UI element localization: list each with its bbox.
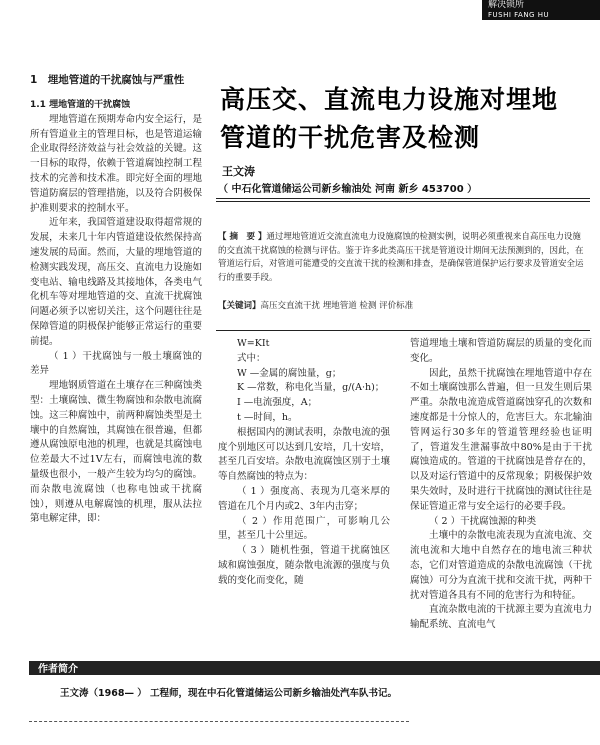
- keywords-text: 高压交直流干扰 埋地管道 检测 评价标准: [260, 301, 414, 311]
- paragraph: 管道埋地土壤和管道防腐层的质量的变化而变化。: [410, 338, 592, 364]
- formula-variable: I —电流强度，A；: [237, 397, 318, 409]
- formula: W=KIt: [237, 338, 270, 349]
- keywords: [218, 300, 588, 313]
- column-2: [218, 337, 390, 589]
- subsection-heading-1-1: 1.1 埋地管道的干扰腐蚀: [30, 100, 131, 110]
- paragraph: 埋地管道在预期寿命内安全运行，是所有管道业主的管理目标，也是管道运输企业取得经济效益与社会效益的关键。这一目标的取得，依赖于管道腐蚀控制工程技术的完善和技术准。即完好全面的埋地管道防腐层的管理措施，以及符合阴极保护准则要求的控制水平。: [30, 113, 202, 214]
- abstract-text: 通过埋地管道近交流直流电力设施腐蚀的检测实例，说明必须重视来自高压电力设施的交直流干扰腐蚀的检测与评估。鉴于许多此类高压干扰是管道设计期间无法预测到的，因此，在管道运行后，对管道可能遭受的交直流干扰的检测和排查，是确保管道保护运行要求及管道安全运行的重要手段。: [218, 232, 584, 283]
- section-tag-cn: 解决锁所: [488, 0, 525, 10]
- formula-where: 式中：: [237, 352, 266, 364]
- author-name: 王文涛: [222, 165, 255, 178]
- paragraph: （ 1 ）强度高、表现为几毫米厚的管道在几个月内或2、3年内击穿；: [218, 485, 390, 512]
- paragraph: 土壤中的杂散电流表现为直流电流、交流电流和大地中自然存在的地电流三种状态，它们对管道造成的杂散电流腐蚀（干扰腐蚀）可分为直流干扰和交流干扰，两种干扰对管道各具有不同的危害行为和特征。: [410, 530, 592, 601]
- section-tag-en: FUSHI FANG HU: [488, 11, 550, 19]
- abstract-bottom-rule: [216, 330, 590, 331]
- abstract-top-rule: [216, 198, 590, 199]
- section-heading-1: 1 埋地管道的干扰腐蚀与严重性: [30, 74, 185, 86]
- author-bio-label: 作者简介: [38, 664, 78, 675]
- paragraph: 根据国内的测试表明，杂散电流的强度个别地区可以达到几安培，几十安培，甚至几百安培。杂散电流腐蚀区别于土壤等自然腐蚀的特点为：: [218, 426, 390, 483]
- bio-divider: [29, 721, 409, 722]
- paragraph: 因此，虽然干扰腐蚀在埋地管道中存在不如土壤腐蚀那么普遍，但一旦发生则后果严重。杂散电流造成管道腐蚀穿孔的次数和速度都是十分惊人的，危害巨大。东北输油管网运行30多年的管道管理经验也证明了，管道发生泄漏事故中80%是由于干扰腐蚀造成的。管道的干扰腐蚀是普存在的，以及对运行管道中的反常现象；阴极保护效果失效时，及时进行干扰腐蚀的测试往往是保证管道正常与安全运行的必要手段。: [410, 367, 592, 512]
- column-1: [30, 72, 202, 527]
- abstract-top-rule-2: [216, 201, 590, 202]
- subheading: （ 2 ）干扰腐蚀源的种类: [429, 515, 537, 527]
- article-title-line1: 高压交、直流电力设施对埋地: [220, 85, 559, 114]
- paragraph: 直流杂散电流的干扰源主要为直流电力输配系统、直流电气: [410, 604, 592, 631]
- author-affiliation: （ 中石化管道储运公司新乡输油处 河南 新乡 453700 ）: [218, 184, 478, 195]
- formula-variable: t —时间，h。: [237, 411, 298, 423]
- paragraph: （ 2 ）作用范围广，可影响几公里，甚至几十公里远。: [218, 515, 390, 542]
- article-title-line2: 管道的干扰危害及检测: [220, 123, 481, 152]
- formula-variable: K —常数，称电化当量，g/(A·h)；: [237, 382, 385, 394]
- paragraph: 近年来，我国管道建设取得超常规的发展，未来几十年内管道建设依然保持高速发展的局面。然而，大量的埋地管道的检测实践发现，高压交、直流电力设施如变电站、输电线路及其接地体，各类电气化机车等对埋地管道的交、直流干扰腐蚀问题必须予以密切关注，这个问题往往是保障管道的阴极保护能够正常运行的重要前提。: [30, 217, 202, 347]
- author-bio-text: 王文涛（1968— ） 工程师，现在中石化管道储运公司新乡输油处汽车队书记。: [60, 688, 398, 699]
- column-3: [410, 337, 592, 633]
- abstract-label: 【 摘 要 】: [218, 232, 267, 242]
- paragraph: （ 3 ）随机性强，管道干扰腐蚀区域和腐蚀强度，随杂散电流源的强度与负载的变化而变化，随: [218, 545, 390, 586]
- keywords-label: 【关键词】: [218, 301, 261, 311]
- paragraph: 埋地钢质管道在土壤存在三种腐蚀类型：土壤腐蚀、微生物腐蚀和杂散电流腐蚀。这三种腐蚀中，前两种腐蚀类型是土壤中的自然腐蚀，其腐蚀在很普遍，但都遵从腐蚀原电池的机理，也就是其腐蚀电位差最大不过1V左右，而腐蚀电流的数量级也很小，一般产生较为均匀的腐蚀。而杂散电流腐蚀（也称电蚀或干扰腐蚀），则遵从电解腐蚀的机理，服从法拉第电解定律，即：: [30, 380, 202, 525]
- abstract: [218, 231, 588, 285]
- journal-section-tag: [482, 0, 600, 20]
- subheading: （ 1 ）干扰腐蚀与一般土壤腐蚀的差异: [30, 350, 202, 377]
- formula-variable: W —金属的腐蚀量，g；: [237, 367, 342, 379]
- author-bio-bar: [29, 661, 600, 675]
